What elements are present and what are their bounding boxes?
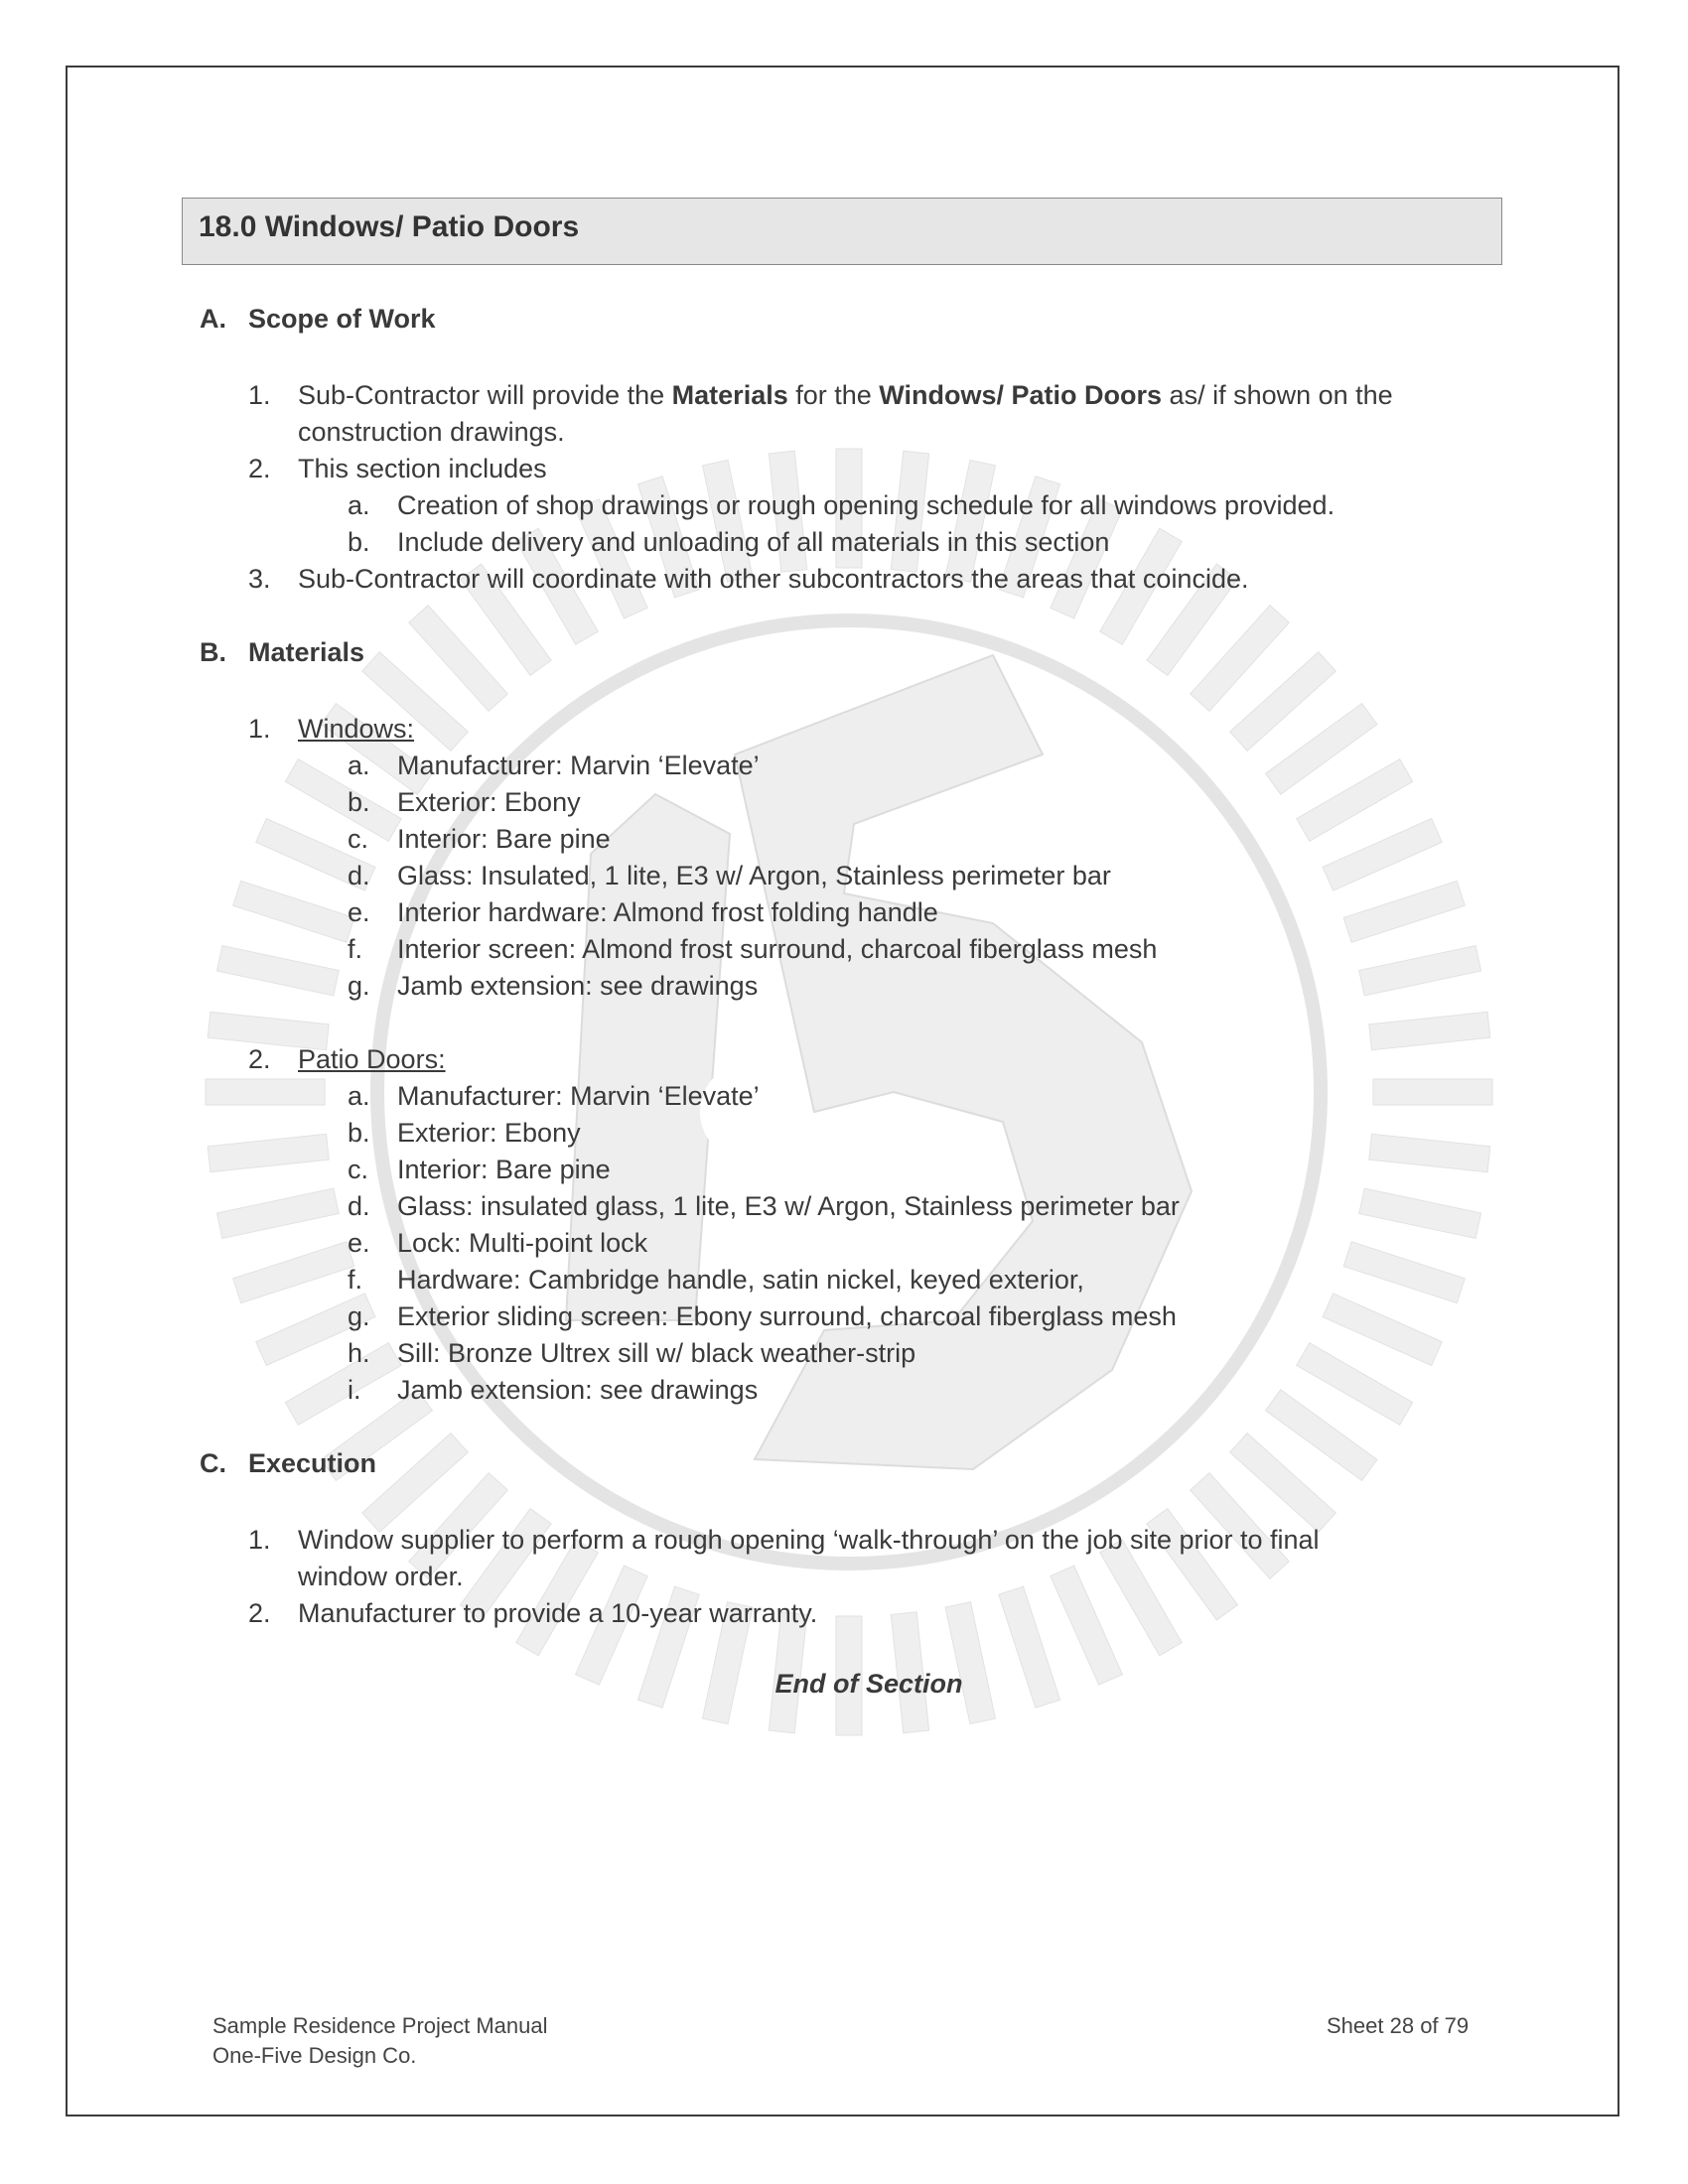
list-letter: a.	[348, 490, 370, 520]
list-letter: b.	[348, 787, 370, 817]
section-b-title: Materials	[248, 637, 365, 667]
watermark-ray	[233, 881, 354, 942]
scope-subitem: Creation of shop drawings or rough opening schedule for all windows provided.	[397, 490, 1336, 520]
section-title: 18.0 Windows/ Patio Doors	[199, 210, 580, 243]
patio-spec: Exterior: Ebony	[397, 1118, 581, 1148]
list-letter: c.	[348, 1155, 369, 1184]
windows-label: Windows:	[298, 714, 415, 744]
windows-spec: Manufacturer: Marvin ‘Elevate’	[397, 751, 760, 780]
execution-item-2: Manufacturer to provide a 10-year warranty.	[298, 1598, 818, 1628]
watermark-ray	[1323, 819, 1442, 891]
watermark-ray	[1369, 1012, 1490, 1049]
windows-spec: Interior: Bare pine	[397, 824, 611, 854]
patio-spec: Manufacturer: Marvin ‘Elevate’	[397, 1081, 760, 1111]
list-letter: f.	[348, 934, 363, 964]
watermark-ray	[1343, 1242, 1465, 1303]
watermark-ray	[285, 1343, 401, 1426]
watermark-ray	[1369, 1134, 1490, 1171]
section-a-letter: A.	[200, 304, 226, 334]
patio-spec: Exterior sliding screen: Ebony surround, charcoal fiberglass mesh	[397, 1301, 1177, 1331]
watermark-ray	[285, 759, 401, 842]
watermark-ray	[1343, 881, 1465, 942]
list-number: 1.	[248, 1525, 271, 1555]
watermark-ray	[1359, 1188, 1481, 1238]
patio-spec: Hardware: Cambridge handle, satin nickel, keyed exterior,	[397, 1265, 1084, 1295]
section-b-letter: B.	[200, 637, 226, 667]
watermark-ray	[216, 946, 339, 996]
watermark-ray	[1051, 1566, 1123, 1685]
watermark-ray	[1297, 1343, 1413, 1426]
section-c-title: Execution	[248, 1448, 377, 1478]
patio-spec: Lock: Multi-point lock	[397, 1228, 648, 1258]
list-letter: b.	[348, 527, 370, 557]
list-letter: b.	[348, 1118, 370, 1148]
section-header-box	[182, 198, 1502, 265]
scope-subitem: Include delivery and unloading of all materials in this section	[397, 527, 1110, 557]
watermark-ray	[945, 1602, 995, 1724]
scope-item-1: Sub-Contractor will provide the Materials for the Windows/ Patio Doors as/ if shown on the	[298, 380, 1393, 410]
list-letter: e.	[348, 897, 370, 927]
list-letter: d.	[348, 1191, 370, 1221]
windows-spec: Glass: Insulated, 1 lite, E3 w/ Argon, Stainless perimeter bar	[397, 861, 1111, 890]
section-c-letter: C.	[200, 1448, 226, 1478]
windows-spec: Jamb extension: see drawings	[397, 971, 759, 1001]
watermark-ray	[1323, 1294, 1442, 1366]
list-letter: g.	[348, 971, 370, 1001]
list-letter: g.	[348, 1301, 370, 1331]
windows-spec: Interior hardware: Almond frost folding handle	[397, 897, 938, 927]
list-letter: f.	[348, 1265, 363, 1295]
scope-item-1-cont: construction drawings.	[298, 417, 565, 447]
footer-project: Sample Residence Project Manual	[212, 2013, 548, 2038]
footer-sheet-number: Sheet 28 of 79	[1327, 2013, 1470, 2038]
scope-item-2: This section includes	[298, 454, 547, 483]
patio-doors-label: Patio Doors:	[298, 1044, 446, 1074]
watermark-ray	[1297, 759, 1413, 842]
watermark-ray	[1373, 1079, 1492, 1105]
section-a-title: Scope of Work	[248, 304, 436, 334]
patio-spec: Glass: insulated glass, 1 lite, E3 w/ Argon, Stainless perimeter bar	[397, 1191, 1180, 1221]
list-number: 2.	[248, 1044, 271, 1074]
list-number: 2.	[248, 454, 271, 483]
list-number: 1.	[248, 714, 271, 744]
list-number: 2.	[248, 1598, 271, 1628]
patio-spec: Sill: Bronze Ultrex sill w/ black weather-strip	[397, 1338, 916, 1368]
list-letter: i.	[348, 1375, 361, 1405]
list-letter: e.	[348, 1228, 370, 1258]
list-number: 3.	[248, 564, 271, 594]
list-letter: a.	[348, 1081, 370, 1111]
list-number: 1.	[248, 380, 271, 410]
list-letter: c.	[348, 824, 369, 854]
patio-spec: Interior: Bare pine	[397, 1155, 611, 1184]
watermark-ray	[206, 1079, 325, 1105]
footer-company: One-Five Design Co.	[212, 2043, 417, 2068]
watermark-ray	[216, 1188, 339, 1238]
execution-item-1: Window supplier to perform a rough opening ‘walk-through’ on the job site prior to final	[298, 1525, 1320, 1555]
list-letter: a.	[348, 751, 370, 780]
watermark-ray	[233, 1242, 354, 1303]
end-of-section: End of Section	[774, 1669, 963, 1699]
list-letter: d.	[348, 861, 370, 890]
patio-spec: Jamb extension: see drawings	[397, 1375, 759, 1405]
watermark-ray	[1359, 946, 1481, 996]
list-letter: h.	[348, 1338, 370, 1368]
scope-item-3: Sub-Contractor will coordinate with other subcontractors the areas that coincide.	[298, 564, 1249, 594]
execution-item-1-cont: window order.	[298, 1562, 464, 1591]
watermark-ray	[208, 1134, 329, 1171]
windows-spec: Interior screen: Almond frost surround, charcoal fiberglass mesh	[397, 934, 1158, 964]
windows-spec: Exterior: Ebony	[397, 787, 581, 817]
